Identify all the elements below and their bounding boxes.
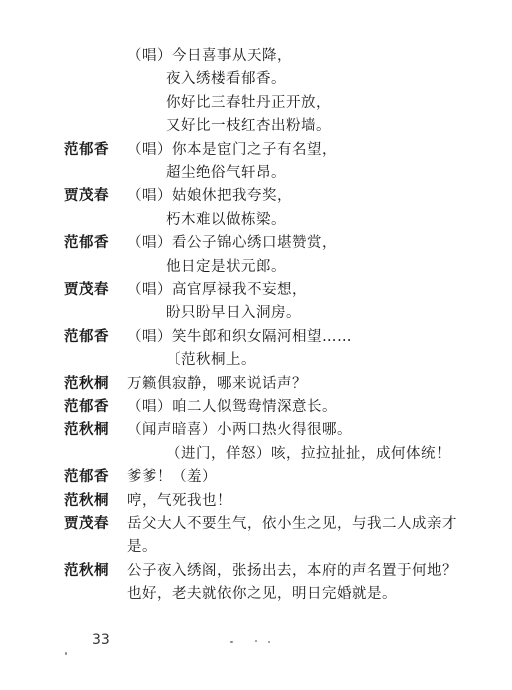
dialogue-line: （唱）咱二人似鸳鸯情深意长。 <box>127 399 337 415</box>
dialogue-line: 〔范秋桐上。 <box>166 352 256 369</box>
dialogue-line: （进门，佯怒）咳，拉拉扯扯，成何体统！ <box>166 445 451 462</box>
dialogue-line: （唱）你本是宦门之子有名望， <box>127 141 337 158</box>
dialogue-line: （唱）笑牛郎和织女隔河相望…… <box>127 328 352 345</box>
dialogue-line: 哼，气死我也！ <box>127 492 232 509</box>
speaker-name: 范秋桐 <box>64 421 109 439</box>
speaker-name: 范秋桐 <box>64 374 109 392</box>
dialogue-line: 朽木难以做栋梁。 <box>166 211 286 228</box>
speaker-name: 范郁香 <box>64 468 109 486</box>
dialogue-line: （唱）今日喜事从天降， <box>127 48 292 64</box>
speaker-name: 贾茂春 <box>64 187 109 205</box>
speaker-name: 范郁香 <box>64 234 109 252</box>
dialogue-line: 他日定是状元郎。 <box>166 258 286 275</box>
speaker-name: 范郁香 <box>64 140 109 158</box>
dialogue-line: 盼只盼早日入洞房。 <box>166 305 301 322</box>
dialogue-line: 公子夜入绣阁，张扬出去，本府的声名置于何地？ <box>127 562 457 579</box>
speaker-name: 贾茂春 <box>64 515 109 532</box>
dialogue-line: （闻声暗喜）小两口热火得很哪。 <box>127 422 352 439</box>
speaker-name: 贾茂春 <box>64 281 109 298</box>
dialogue-line: （唱）姑娘休把我夸奖， <box>127 188 292 205</box>
dialogue-line: 岳父大人不要生气，依小生之见，与我二人成亲才 <box>127 516 457 532</box>
dialogue-line: （唱）看公子锦心绣口堪赞赏， <box>127 235 337 252</box>
speaker-name: 范郁香 <box>64 398 109 415</box>
dialogue-line: 爹爹！（羞） <box>127 469 217 486</box>
dialogue-line: 超尘绝俗气轩昂。 <box>166 165 286 181</box>
page-number: 33 <box>92 632 110 648</box>
dialogue-line: 夜入绣楼看郁香。 <box>166 71 286 88</box>
scan-speck <box>65 652 67 655</box>
dialogue-line: 又好比一枝红杏出粉墙。 <box>166 118 331 135</box>
dialogue-line: 你好比三春牡丹正开放， <box>166 94 331 111</box>
speaker-name: 范郁香 <box>64 327 109 345</box>
dialogue-line: 也好，老夫就依你之见，明日完婚就是。 <box>127 586 397 603</box>
dialogue-line: 是。 <box>127 539 157 556</box>
scan-speck <box>268 641 270 643</box>
dialogue-line: 万籁俱寂静，哪来说话声？ <box>127 375 307 392</box>
speaker-name: 范秋桐 <box>64 491 109 509</box>
dialogue-line: （唱）高官厚禄我不妄想， <box>127 282 307 298</box>
scan-speck <box>255 640 257 642</box>
speaker-name: 范秋桐 <box>64 561 109 579</box>
scan-speck <box>230 641 233 643</box>
